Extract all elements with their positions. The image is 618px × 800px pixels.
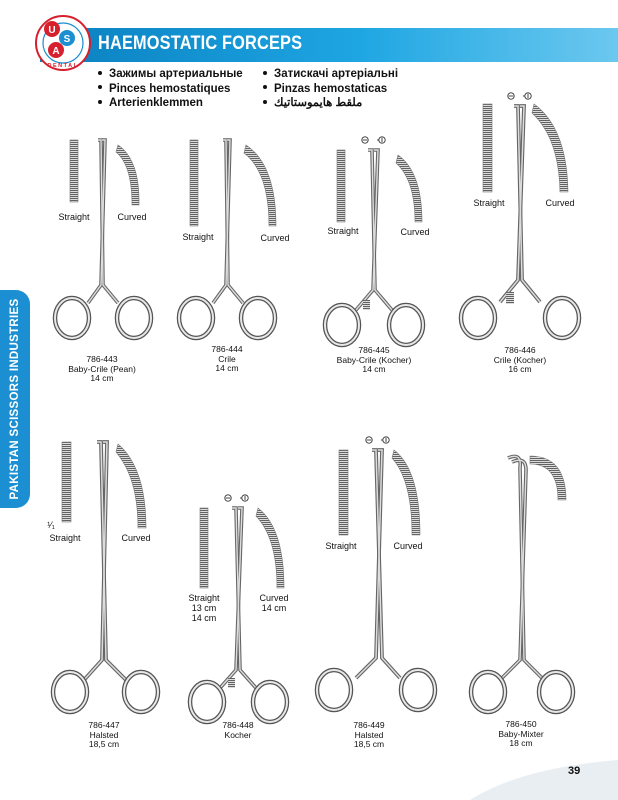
product-caption xyxy=(183,721,293,740)
straight-label-text: Straight xyxy=(188,593,220,603)
product-name: Crile xyxy=(218,353,236,364)
logo-letter-a: A xyxy=(52,46,60,57)
product-size: 14 cm xyxy=(362,364,386,374)
straight-label: Straight xyxy=(49,533,81,543)
straight-label: Straight xyxy=(325,541,357,551)
logo-letter-u: U xyxy=(48,25,56,36)
forceps-786-443 xyxy=(55,140,151,338)
straight-size: 13 cm xyxy=(191,603,217,613)
product-name: Halsted xyxy=(89,729,119,740)
product-code: 786-446 xyxy=(504,345,536,355)
straight-label: Straight xyxy=(473,198,505,208)
product-name: Baby-Crile (Pean) xyxy=(68,363,136,374)
product-caption xyxy=(49,721,159,750)
curved-label: Curved xyxy=(121,533,151,543)
product-size: 14 cm xyxy=(90,373,114,383)
straight-label xyxy=(186,593,222,623)
subtitle-text: Зажимы артериальные xyxy=(109,68,243,80)
curved-label: Curved xyxy=(117,212,147,222)
product-name: Baby-Crile (Kocher) xyxy=(336,354,412,365)
product-name: Kocher xyxy=(224,729,252,740)
product-code: 786-449 xyxy=(353,720,385,730)
page-title: HAEMOSTATIC FORCEPS xyxy=(98,33,303,54)
curved-label: Curved xyxy=(260,233,290,243)
curved-jaw-detail xyxy=(116,145,139,205)
product-code: 786-445 xyxy=(358,345,390,355)
forceps-786-447 xyxy=(53,442,158,712)
forceps-786-446 xyxy=(461,93,579,338)
product-size: 18 cm xyxy=(509,738,533,748)
curved-label: Curved xyxy=(545,198,575,208)
product-name: Crile (Kocher) xyxy=(493,354,547,365)
forceps-786-445 xyxy=(325,137,423,345)
logo-dental-text: DENTAL xyxy=(47,63,79,69)
product-code: 786-450 xyxy=(505,719,537,729)
curved-label: Curved xyxy=(400,227,430,237)
forceps-786-450 xyxy=(471,456,573,712)
curved-size: 14 cm xyxy=(261,603,287,613)
product-code: 786-447 xyxy=(88,720,120,730)
product-code: 786-444 xyxy=(211,344,243,354)
subtitle-text: Pinces hemostatiques xyxy=(109,82,231,95)
straight-size: 14 cm xyxy=(191,613,217,623)
straight-label: Straight xyxy=(58,212,90,222)
product-size: 14 cm xyxy=(215,363,239,373)
curved-label xyxy=(256,593,292,613)
side-tab-text: PAKISTAN SCISSORS INDUSTRIES xyxy=(9,298,21,500)
straight-label: Straight xyxy=(182,232,214,242)
footer-swoosh xyxy=(470,760,618,800)
product-size: 18,5 cm xyxy=(88,739,120,749)
forceps-786-449 xyxy=(317,437,435,710)
scale-fraction: ¹⁄₁ xyxy=(47,520,55,530)
curved-label: Curved xyxy=(393,541,423,551)
product-size: 16 cm xyxy=(508,364,532,374)
product-caption xyxy=(319,346,429,375)
product-code: 786-443 xyxy=(86,354,118,364)
curved-label-text: Curved xyxy=(259,593,289,603)
product-name: Halsted xyxy=(354,729,384,740)
product-caption xyxy=(466,720,576,749)
subtitle-text: Pinzas hemostaticas xyxy=(274,82,388,95)
subtitle-text: Arterienklemmen xyxy=(109,97,203,109)
page-number: 39 xyxy=(568,765,581,777)
product-caption xyxy=(314,721,424,750)
product-name: Baby-Mixter xyxy=(498,728,544,739)
subtitle-text: ملقط هايموستاتيك xyxy=(274,97,363,109)
straight-label: Straight xyxy=(327,226,359,236)
product-caption xyxy=(47,355,157,384)
product-caption xyxy=(465,346,575,375)
product-size: 18,5 cm xyxy=(353,739,385,749)
product-caption xyxy=(172,345,282,374)
product-code: 786-448 xyxy=(222,720,254,730)
straight-jaw-detail xyxy=(70,140,78,202)
logo-letter-s: S xyxy=(63,34,71,45)
subtitle-text: Затискачі артеріальні xyxy=(274,68,399,80)
